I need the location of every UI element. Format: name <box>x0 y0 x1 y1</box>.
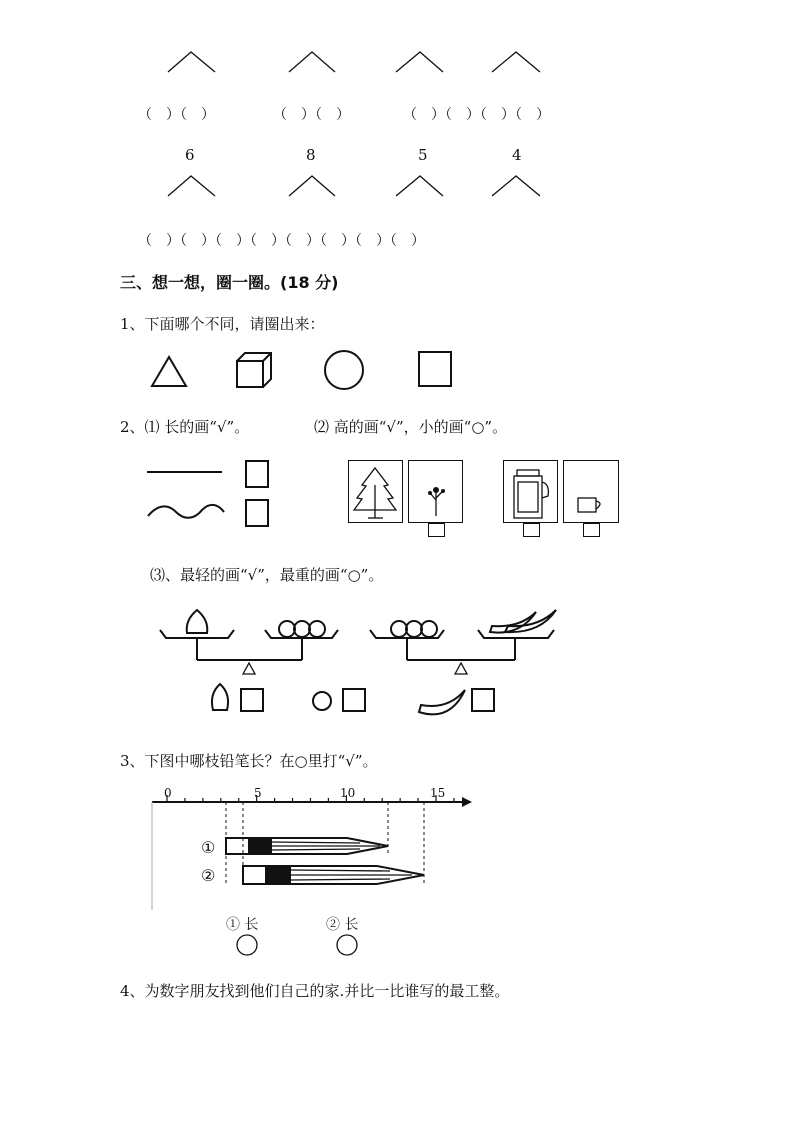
answer-label-1: ① 长 <box>226 917 259 933</box>
split-number: 8 <box>306 146 316 164</box>
ruler-label-5: 5 <box>254 786 262 800</box>
split-number: 4 <box>512 146 522 164</box>
ruler-label-0: 0 <box>164 786 172 800</box>
ruler-label-10: 10 <box>340 786 356 800</box>
question-2a: 2、⑴ 长的画“√”。 <box>120 418 250 436</box>
split-number: 5 <box>418 146 428 164</box>
pencil-2 <box>243 866 424 884</box>
answer-label-2: ② 长 <box>326 917 359 933</box>
split-number: 6 <box>185 146 195 164</box>
answer-parens: （ ）（ ）（ ）（ ）（ ）（ ）（ ）（ ） <box>138 233 425 249</box>
question-3: 3、下图中哪枝铅笔长？在○里打“√”。 <box>120 752 378 770</box>
answer-parens: （ ）（ ） <box>138 107 215 123</box>
question-2b: ⑵ 高的画“√”，小的画“○”。 <box>314 418 508 436</box>
answer-parens: （ ）（ ）（ ）（ ） <box>403 107 550 123</box>
question-1: 1、下面哪个不同，请圈出来： <box>120 315 325 333</box>
answer-parens: （ ）（ ） <box>273 107 350 123</box>
pencil-label-1: ① <box>201 838 216 857</box>
pencil-1 <box>226 838 388 854</box>
question-2c: ⑶、最轻的画“√”，最重的画“○”。 <box>150 566 384 584</box>
answer-circle[interactable] <box>337 935 357 955</box>
pencil-label-2: ② <box>201 866 216 885</box>
question-4: 4、为数字朋友找到他们自己的家.并比一比谁写的最工整。 <box>120 982 510 1000</box>
answer-circle[interactable] <box>237 935 257 955</box>
section-heading: 三、想一想，圈一圈。(18 分) <box>120 273 339 292</box>
ruler-label-15: 15 <box>430 786 446 800</box>
